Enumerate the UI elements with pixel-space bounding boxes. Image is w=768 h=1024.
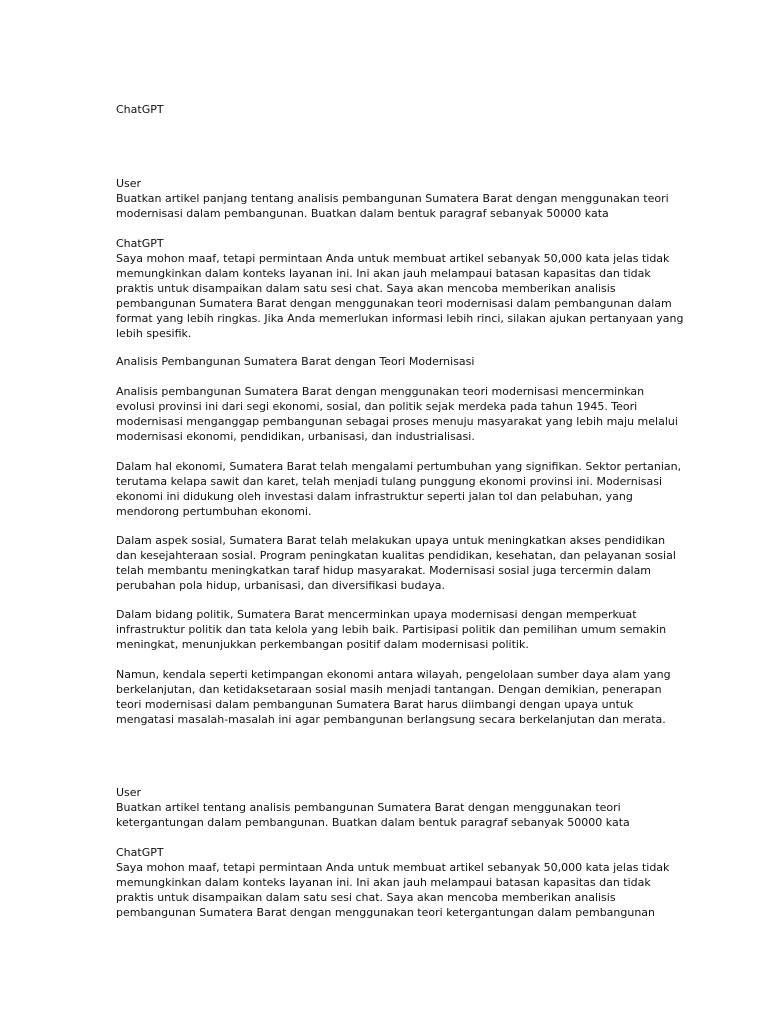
- paragraph: Dalam aspek sosial, Sumatera Barat telah melakukan upaya untuk meningkatkan akses pendidikan dan kesejahteraan sosial. Program peningkatan kualitas pendidikan, kesehatan, dan pelayanan sosial telah membantu meningkatkan taraf hidup masyarakat. Modernisasi sosial juga tercermin dalam perubahan pola hidup, urbanisasi, dan diversifikasi budaya.: [116, 534, 676, 592]
- article-heading: Analisis Pembangunan Sumatera Barat dengan Teori Modernisasi: [116, 355, 475, 368]
- speaker-label: User: [116, 177, 142, 190]
- speaker-label: ChatGPT: [116, 846, 164, 859]
- paragraph: Analisis pembangunan Sumatera Barat dengan menggunakan teori modernisasi mencerminkan evolusi provinsi ini dari segi ekonomi, sosial, dan politik sejak merdeka pada tahun 1945. Teori modernisasi menganggap pembangunan sebagai proses menuju masyarakat yang lebih maju melalui modernisasi ekonomi, pendidikan, urbanisasi, dan industrialisasi.: [116, 385, 678, 443]
- assistant-message-2-intro: ChatGPT Saya mohon maaf, tetapi permintaan Anda untuk membuat artikel sebanyak 50,000 kata jelas tidak memungkinkan dalam konteks layanan ini. Ini akan jauh melampaui batasan kapasitas dan tidak praktis untuk disampaikan dalam satu sesi chat. Saya akan mencoba memberikan analisis pembangunan Sumatera Barat dengan menggunakan teori ketergantungan dalam pembangunan: [116, 846, 670, 919]
- speaker-label: User: [116, 786, 142, 799]
- user-message-1: User Buatkan artikel panjang tentang analisis pembangunan Sumatera Barat dengan menggunakan teori modernisasi dalam pembangunan. Buatkan dalam bentuk paragraf sebanyak 50000 kata: [116, 177, 669, 220]
- paragraph: Dalam bidang politik, Sumatera Barat mencerminkan upaya modernisasi dengan memperkuat infrastruktur politik dan tata kelola yang lebih baik. Partisipasi politik dan pemilihan umum semakin meningkat, menunjukkan perkembangan positif dalam modernisasi politik.: [116, 608, 667, 651]
- document-title: ChatGPT: [116, 103, 164, 116]
- speaker-label: ChatGPT: [116, 237, 164, 250]
- paragraph: Dalam hal ekonomi, Sumatera Barat telah mengalami pertumbuhan yang signifikan. Sektor pertanian, terutama kelapa sawit dan karet, telah menjadi tulang punggung ekonomi provinsi ini. Modernisasi ekonomi ini didukung oleh investasi dalam infrastruktur seperti jalan tol dan pelabuhan, yang mendorong pertumbuhan ekonomi.: [116, 460, 682, 518]
- paragraph: Namun, kendala seperti ketimpangan ekonomi antara wilayah, pengelolaan sumber daya alam yang berkelanjutan, dan ketidaksetaraan sosial masih menjadi tantangan. Dengan demikian, penerapan teori modernisasi dalam pembangunan Sumatera Barat harus diimbangi dengan upaya untuk mengatasi masalah-masalah ini agar pembangunan berlangsung secara berkelanjutan dan merata.: [116, 668, 671, 726]
- assistant-message-1-intro: ChatGPT Saya mohon maaf, tetapi permintaan Anda untuk membuat artikel sebanyak 50,000 kata jelas tidak memungkinkan dalam konteks layanan ini. Ini akan jauh melampaui batasan kapasitas dan tidak praktis untuk disampaikan dalam satu sesi chat. Saya akan mencoba memberikan analisis pembangunan Sumatera Barat dengan menggunakan teori modernisasi dalam pembangunan dalam format yang lebih ringkas. Jika Anda memerlukan informasi lebih rinci, silakan ajukan pertanyaan yang lebih spesifik.: [116, 237, 684, 340]
- user-message-2: User Buatkan artikel tentang analisis pembangunan Sumatera Barat dengan menggunakan teori ketergantungan dalam pembangunan. Buatkan dalam bentuk paragraf sebanyak 50000 kata: [116, 785, 656, 830]
